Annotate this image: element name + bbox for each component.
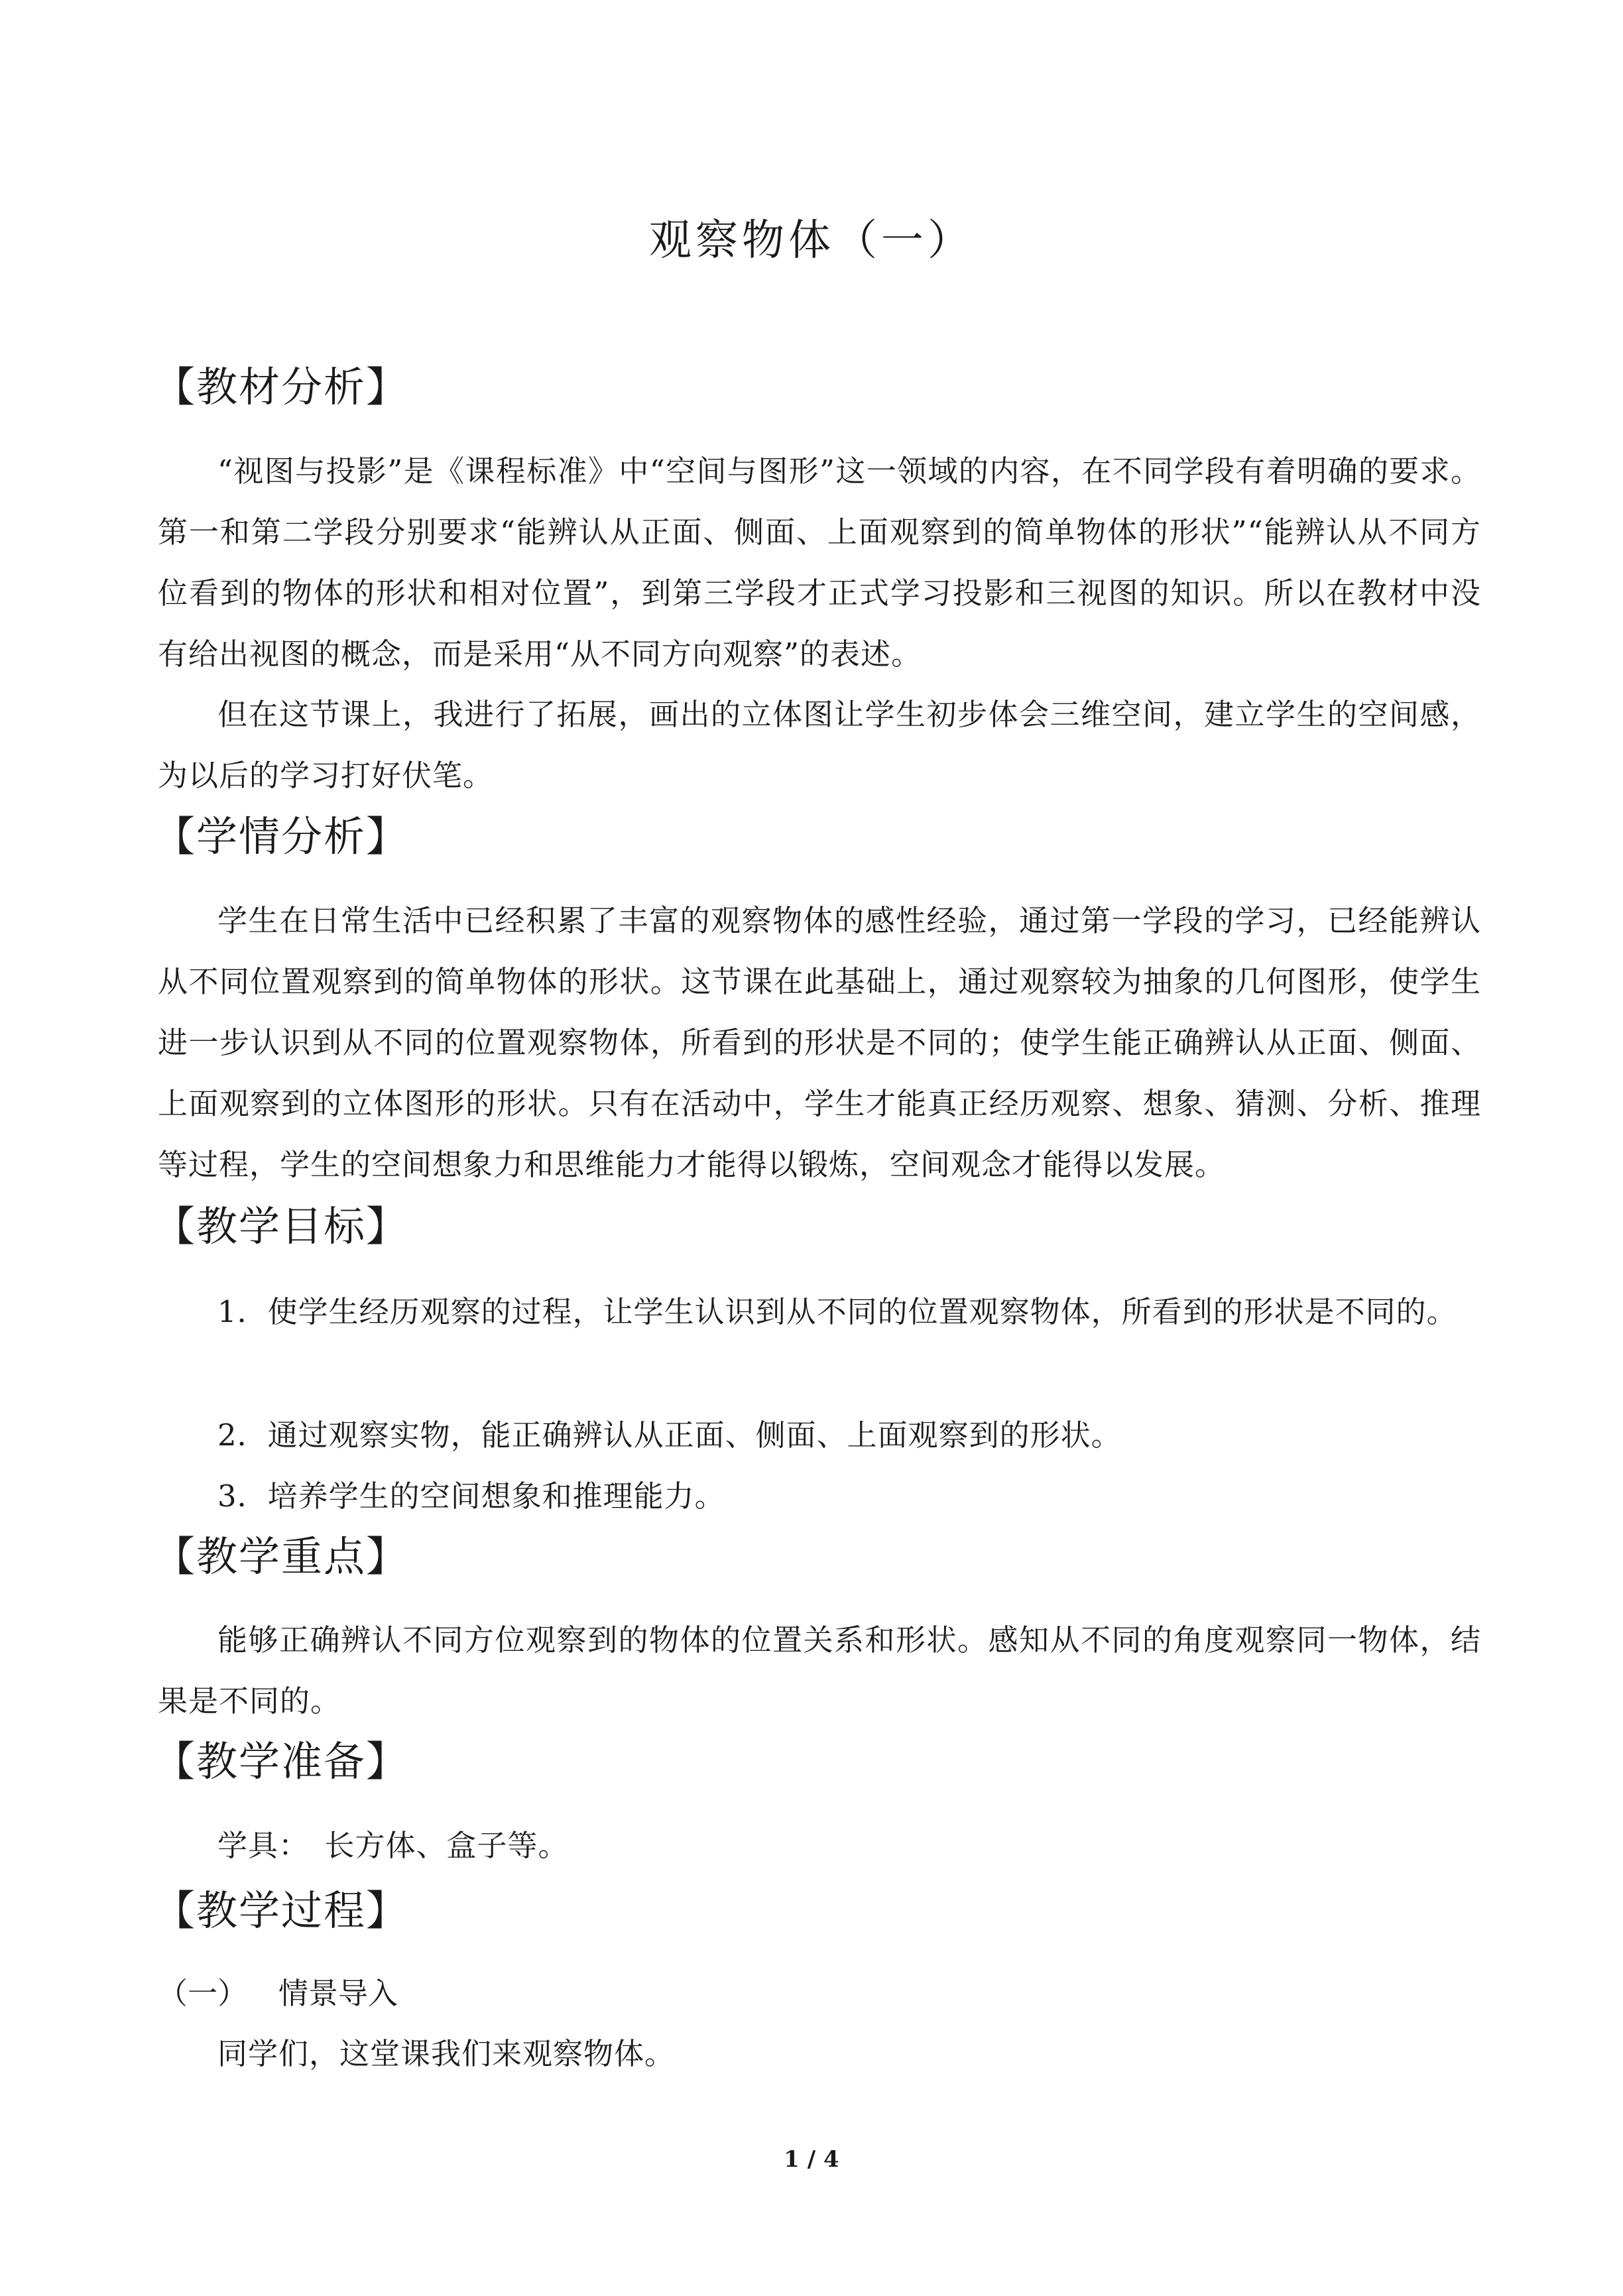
heading-material-analysis: 【教材分析】 bbox=[154, 363, 409, 411]
heading-student-analysis: 【学情分析】 bbox=[154, 812, 409, 861]
goal-item-2: 2．通过观察实物，能正确辨认从正面、侧面、上面观察到的形状。 bbox=[217, 1418, 1122, 1453]
preparation-line: 学具： 长方体、盒子等。 bbox=[217, 1828, 569, 1863]
heading-process: 【教学过程】 bbox=[154, 1886, 409, 1935]
paragraph-key-points: 能够正确辨认不同方位观察到的物体的位置关系和形状。感知从不同的角度观察同一物体，结果是不同的。 bbox=[158, 1622, 1481, 1719]
goal-item-3: 3．培养学生的空间想象和推理能力。 bbox=[217, 1479, 725, 1514]
goal-item-1: 1．使学生经历观察的过程，让学生认识到从不同的位置观察物体，所看到的形状是不同的。 bbox=[217, 1294, 1457, 1329]
heading-key-points: 【教学重点】 bbox=[154, 1532, 409, 1581]
process-sub-label: 情景导入 bbox=[278, 1976, 398, 2011]
page-number: 1 / 4 bbox=[784, 2146, 839, 2173]
heading-preparation: 【教学准备】 bbox=[154, 1737, 409, 1785]
heading-teaching-goals: 【教学目标】 bbox=[154, 1202, 409, 1250]
paragraph-material-analysis-1: “视图与投影”是《课程标准》中“空间与图形”这一领域的内容，在不同学段有着明确的要求。第一和第二学段分别要求“能辨认从正面、侧面、上面观察到的简单物体的形状”“能辨认从不同方位看到的物体的形状和相对位置”，到第三学段才正式学习投影和三视图的知识。所以在教材中没有给出视图的概念，而是采用“从不同方向观察”的表述。 bbox=[158, 453, 1481, 672]
process-sub-number: （一） bbox=[158, 1976, 248, 2011]
paragraph-student-analysis: 学生在日常生活中已经积累了丰富的观察物体的感性经验，通过第一学段的学习，已经能辨认从不同位置观察到的简单物体的形状。这节课在此基础上，通过观察较为抽象的几何图形，使学生进一步认识到从不同的位置观察物体，所看到的形状是不同的；使学生能正确辨认从正面、侧面、上面观察到的立体图形的形状。只有在活动中，学生才能真正经历观察、想象、猜测、分析、推理等过程，学生的空间想象力和思维能力才能得以锻炼，空间观念才能得以发展。 bbox=[158, 903, 1481, 1182]
document-title: 观察物体（一） bbox=[649, 216, 974, 265]
process-line-1: 同学们，这堂课我们来观察物体。 bbox=[217, 2036, 676, 2071]
paragraph-material-analysis-2: 但在这节课上，我进行了拓展，画出的立体图让学生初步体会三维空间，建立学生的空间感，为以后的学习打好伏笔。 bbox=[158, 697, 1481, 793]
